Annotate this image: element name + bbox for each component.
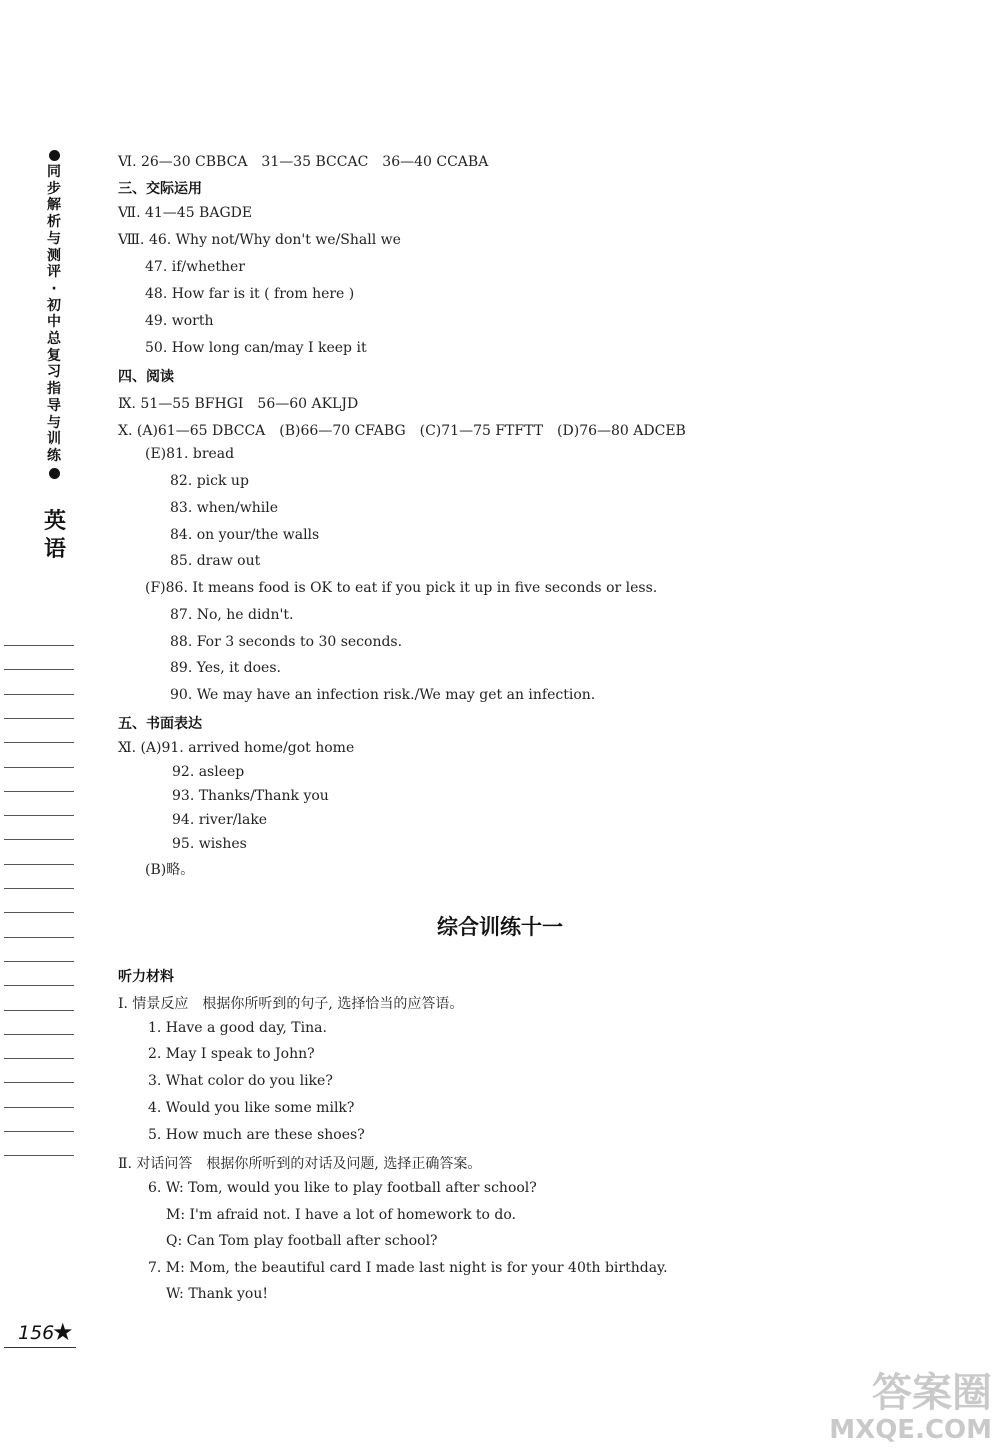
series-title-char: 训 xyxy=(47,431,61,448)
answer-line: 82. pick up xyxy=(170,473,249,489)
margin-rule-line xyxy=(4,1034,74,1035)
series-title-char: 与 xyxy=(47,414,61,431)
answer-line: Ⅸ. 51—55 BFHGI 56—60 AKLJD xyxy=(118,396,359,412)
margin-rule-line xyxy=(4,742,74,743)
margin-rule-line xyxy=(4,1058,74,1059)
answer-line: 7. M: Mom, the beautiful card I made last night is for your 40th birthday. xyxy=(148,1260,668,1276)
margin-rule-line xyxy=(4,791,74,792)
answer-line: 6. W: Tom, would you like to play football after school? xyxy=(148,1180,537,1196)
answer-line: 1. Have a good day, Tina. xyxy=(148,1020,327,1036)
answer-line: 5. How much are these shoes? xyxy=(148,1127,365,1143)
answer-line: Ⅱ. 对话问答 根据你所听到的对话及问题, 选择正确答案。 xyxy=(118,1156,482,1172)
star-icon: ★ xyxy=(52,1318,74,1346)
answer-line: 50. How long can/may I keep it xyxy=(145,340,367,356)
subject-char: 英 xyxy=(43,509,66,534)
series-title-char: 步 xyxy=(47,180,61,197)
margin-rule-line xyxy=(4,839,74,840)
answer-line: Ⅶ. 41—45 BAGDE xyxy=(118,205,253,221)
margin-rule-line xyxy=(4,669,74,670)
answer-line: 92. asleep xyxy=(172,764,245,780)
margin-rule-line xyxy=(4,888,74,889)
margin-rule-line xyxy=(4,864,74,865)
answer-line: 49. worth xyxy=(145,313,214,329)
answer-line: 4. Would you like some milk? xyxy=(148,1100,355,1116)
answer-line: 84. on your/the walls xyxy=(170,527,320,543)
answer-line: Ⅹ. (A)61—65 DBCCA (B)66—70 CFABG (C)71—75 FTFTT (D)76—80 ADCEB xyxy=(118,423,686,439)
margin-rule-line xyxy=(4,694,74,695)
answer-line: (B)略。 xyxy=(145,862,195,878)
margin-rule-line xyxy=(4,1107,74,1108)
watermark-logo-text: 答案圈 xyxy=(872,1370,992,1416)
bullet-dot-icon xyxy=(49,150,60,161)
answer-line: Ⅺ. (A)91. arrived home/got home xyxy=(118,740,355,756)
answer-line: Ⅰ. 情景反应 根据你所听到的句子, 选择恰当的应答语。 xyxy=(118,996,464,1012)
margin-rule-line xyxy=(4,985,74,986)
series-title-char: 指 xyxy=(47,381,61,398)
answer-line: 93. Thanks/Thank you xyxy=(172,788,329,804)
answer-line: 94. river/lake xyxy=(172,812,268,828)
answer-line: 3. What color do you like? xyxy=(148,1073,333,1089)
margin-rule-line xyxy=(4,767,74,768)
subject-char: 语 xyxy=(43,537,66,562)
watermark-url: MXQE.COM xyxy=(829,1415,992,1445)
series-title-char: 总 xyxy=(47,331,61,348)
answer-line: 88. For 3 seconds to 30 seconds. xyxy=(170,634,403,650)
series-title-char: 测 xyxy=(47,247,61,264)
margin-rule-line xyxy=(4,1010,74,1011)
answer-line: 89. Yes, it does. xyxy=(170,660,281,676)
series-title-char: 同 xyxy=(47,164,61,180)
answer-line: M: I'm afraid not. I have a lot of homework to do. xyxy=(166,1207,517,1223)
watermark xyxy=(829,1371,992,1445)
answer-line: 87. No, he didn't. xyxy=(170,607,294,623)
series-title-char: 习 xyxy=(47,364,61,381)
answer-line: (E)81. bread xyxy=(145,446,235,462)
series-title-char: 解 xyxy=(47,197,61,214)
series-title xyxy=(42,164,66,465)
margin-rule-line xyxy=(4,1082,74,1083)
series-title-char: · xyxy=(51,280,57,297)
series-title-char: 练 xyxy=(47,447,61,464)
answer-line: 2. May I speak to John? xyxy=(148,1046,315,1062)
page-number: 156 xyxy=(18,1322,55,1344)
subject-label xyxy=(42,508,68,564)
series-title-char: 中 xyxy=(47,314,61,331)
margin-rule-line xyxy=(4,815,74,816)
section-heading: 听力材料 xyxy=(118,969,174,985)
answer-line: 47. if/whether xyxy=(145,259,245,275)
section-heading: 三、交际运用 xyxy=(118,181,202,197)
margin-rule-line xyxy=(4,718,74,719)
answer-line: 95. wishes xyxy=(172,836,247,852)
section-heading: 五、书面表达 xyxy=(118,716,202,732)
series-title-char: 与 xyxy=(47,230,61,247)
series-title-char: 评 xyxy=(47,264,61,281)
answer-line: W: Thank you! xyxy=(166,1286,268,1302)
section-heading: 四、阅读 xyxy=(118,369,174,385)
answer-line: Q: Can Tom play football after school? xyxy=(166,1233,438,1249)
answer-line: Ⅵ. 26—30 CBBCA 31—35 BCCAC 36—40 CCABA xyxy=(118,154,489,170)
bullet-dot-icon xyxy=(49,468,60,479)
series-title-char: 复 xyxy=(47,347,61,364)
series-sidebar xyxy=(42,150,66,479)
answer-line: 90. We may have an infection risk./We may get an infection. xyxy=(170,687,596,703)
margin-rule-line xyxy=(4,1155,74,1156)
series-title-char: 初 xyxy=(47,297,61,314)
margin-rule-line xyxy=(4,645,74,646)
section-title: 综合训练十一 xyxy=(437,915,563,939)
series-title-char: 析 xyxy=(47,214,61,231)
series-title-char: 导 xyxy=(47,397,61,414)
answer-line: (F)86. It means food is OK to eat if you pick it up in five seconds or less. xyxy=(145,580,658,596)
answer-line: 85. draw out xyxy=(170,553,261,569)
margin-rule-line xyxy=(4,1131,74,1132)
answer-line: 83. when/while xyxy=(170,500,278,516)
page-number-underline xyxy=(4,1347,76,1348)
answer-line: 48. How far is it ( from here ) xyxy=(145,286,355,302)
margin-rule-line xyxy=(4,961,74,962)
answer-line: Ⅷ. 46. Why not/Why don't we/Shall we xyxy=(118,232,401,248)
